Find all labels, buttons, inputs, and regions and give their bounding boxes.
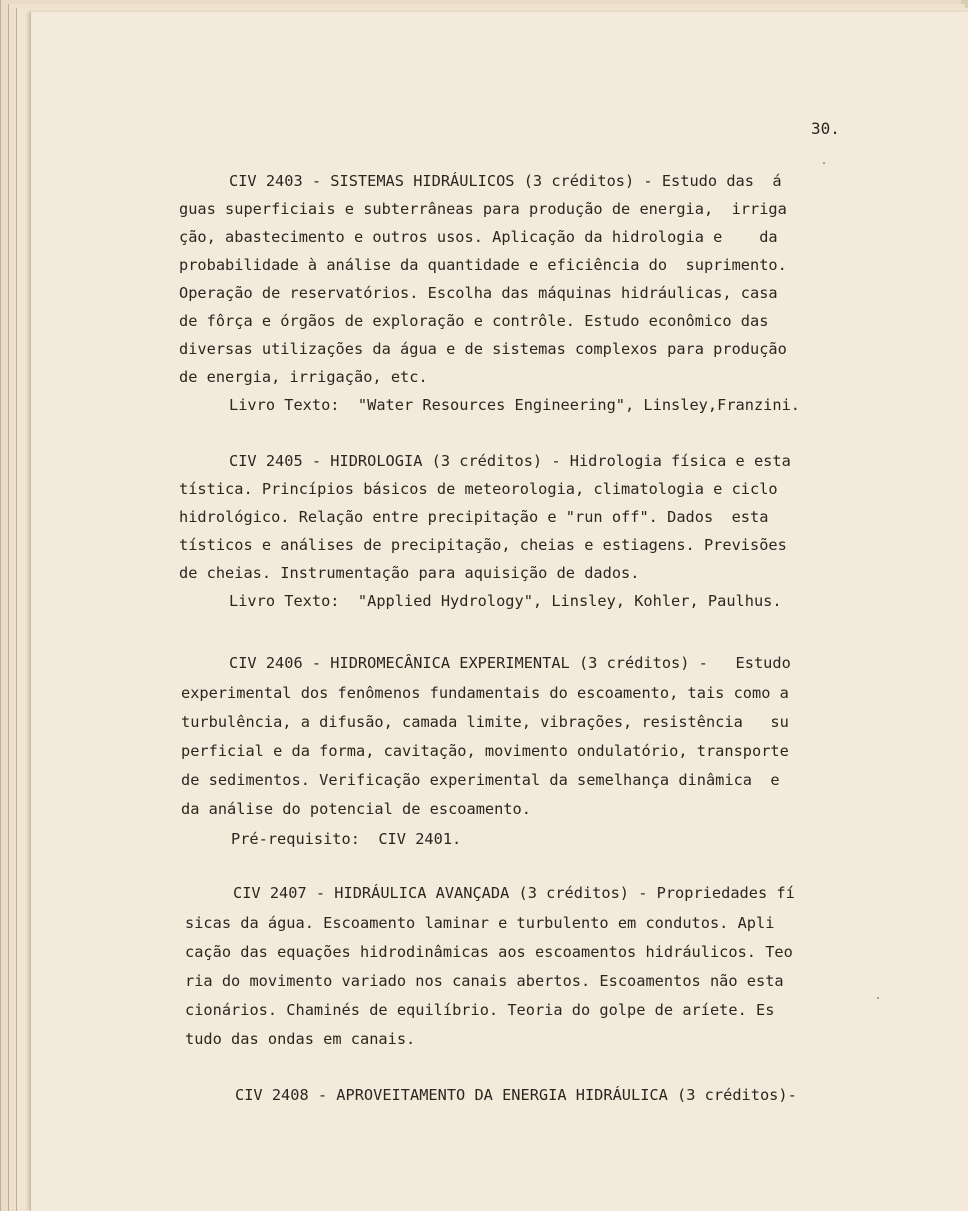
page-number: 30.	[811, 119, 840, 138]
course-2403-line-7: diversas utilizações da água e de sistemas complexos para produção	[179, 340, 787, 358]
course-2407-line-1: CIV 2407 - HIDRÁULICA AVANÇADA (3 créditos) - Propriedades fí	[233, 884, 795, 902]
course-2406-line-4: perficial e da forma, cavitação, movimento ondulatório, transporte	[181, 742, 789, 760]
course-2407-line-5: cionários. Chaminés de equilíbrio. Teoria do golpe de aríete. Es	[185, 1001, 775, 1019]
course-2406-line-3: turbulência, a difusão, camada limite, vibrações, resistência su	[181, 713, 789, 731]
course-2403-line-1: CIV 2403 - SISTEMAS HIDRÁULICOS (3 créditos) - Estudo das á	[229, 172, 782, 190]
course-2405-line-3: hidrológico. Relação entre precipitação e "run off". Dados esta	[179, 508, 769, 526]
course-2403-line-8: de energia, irrigação, etc.	[179, 368, 428, 386]
document-page	[30, 12, 968, 1211]
course-2403-line-2: guas superficiais e subterrâneas para produção de energia, irriga	[179, 200, 787, 218]
course-2407-line-4: ria do movimento variado nos canais abertos. Escoamentos não esta	[185, 972, 784, 990]
course-2407-line-6: tudo das ondas em canais.	[185, 1030, 416, 1048]
course-2407-line-2: sicas da água. Escoamento laminar e turbulento em condutos. Apli	[185, 914, 775, 932]
course-2403-line-6: de fôrça e órgãos de exploração e contrôle. Estudo econômico das	[179, 312, 769, 330]
course-2406-line-1: CIV 2406 - HIDROMECÂNICA EXPERIMENTAL (3 créditos) - Estudo	[229, 654, 791, 672]
course-2406-line-6: da análise do potencial de escoamento.	[181, 800, 531, 818]
paper-speck	[823, 162, 825, 164]
course-2403-line-3: ção, abastecimento e outros usos. Aplicação da hidrologia e da	[179, 228, 778, 246]
course-2405-line-1: CIV 2405 - HIDROLOGIA (3 créditos) - Hidrologia física e esta	[229, 452, 791, 470]
course-2405-line-2: tística. Princípios básicos de meteorologia, climatologia e ciclo	[179, 480, 778, 498]
course-2406-line-5: de sedimentos. Verificação experimental da semelhança dinâmica e	[181, 771, 780, 789]
course-2403-textbook: Livro Texto: "Water Resources Engineering", Linsley,Franzini.	[229, 396, 800, 414]
course-2403-line-5: Operação de reservatórios. Escolha das máquinas hidráulicas, casa	[179, 284, 778, 302]
course-2408-line-1: CIV 2408 - APROVEITAMENTO DA ENERGIA HIDRÁULICA (3 créditos)-	[235, 1086, 797, 1104]
course-2405-line-5: de cheias. Instrumentação para aquisição de dados.	[179, 564, 640, 582]
course-2406-line-2: experimental dos fenômenos fundamentais do escoamento, tais como a	[181, 684, 789, 702]
course-2405-line-4: tísticos e análises de precipitação, cheias e estiagens. Previsões	[179, 536, 787, 554]
course-2403-line-4: probabilidade à análise da quantidade e eficiência do suprimento.	[179, 256, 787, 274]
paper-speck	[877, 997, 879, 999]
course-2406-prerequisite: Pré-requisito: CIV 2401.	[231, 830, 462, 848]
course-2407-line-3: cação das equações hidrodinâmicas aos escoamentos hidráulicos. Teo	[185, 943, 793, 961]
course-2405-textbook: Livro Texto: "Applied Hydrology", Linsley, Kohler, Paulhus.	[229, 592, 782, 610]
